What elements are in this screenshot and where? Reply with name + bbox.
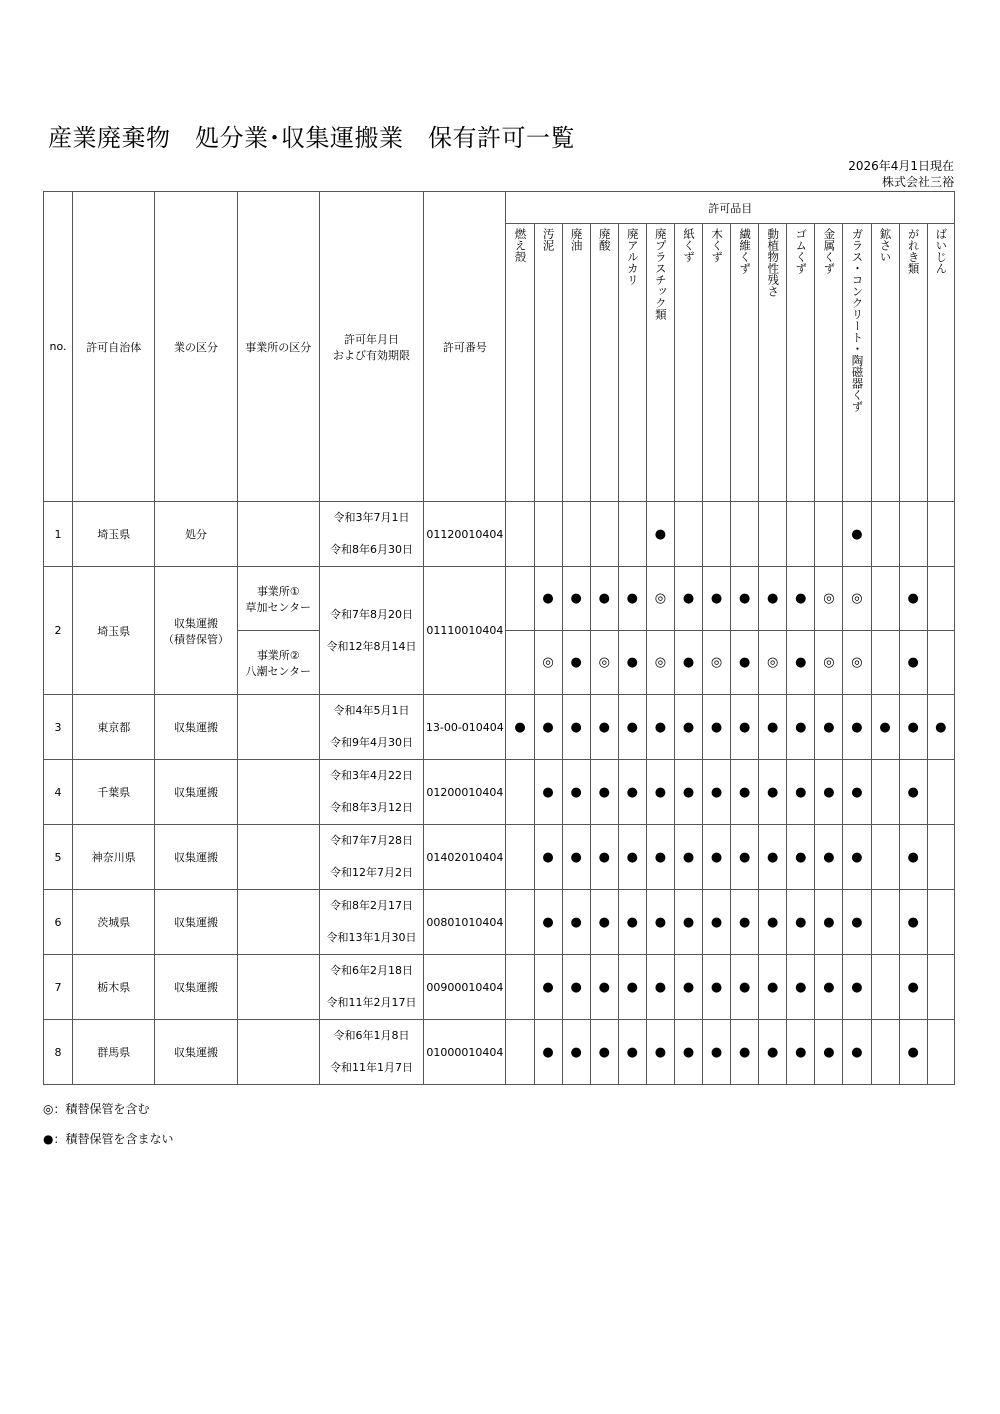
row-item-mark: ●: [534, 760, 562, 825]
row-item-mark: ◎: [843, 567, 871, 631]
row-item-mark: [871, 502, 899, 567]
row-business-line1: 収集運搬: [173, 721, 218, 734]
header-item-label: 金属くず: [822, 228, 837, 274]
row-authority: 埼玉県: [73, 567, 155, 695]
header-item: [871, 224, 899, 502]
permit-table: [43, 191, 955, 1085]
row-item-mark: ●: [618, 825, 646, 890]
row-item-mark: ●: [899, 760, 927, 825]
row-item-mark: ●: [703, 695, 731, 760]
row-item-mark: ●: [646, 955, 674, 1020]
row-item-mark: ●: [646, 760, 674, 825]
row-item-mark: [674, 502, 702, 567]
header-item: [506, 224, 534, 502]
row-item-mark: ●: [646, 890, 674, 955]
row-item-mark: ●: [534, 825, 562, 890]
row-item-mark: ●: [590, 760, 618, 825]
row-item-mark: ●: [534, 1020, 562, 1085]
row-item-mark: ●: [899, 567, 927, 631]
row-item-mark: ●: [899, 890, 927, 955]
row-item-mark: ●: [899, 631, 927, 695]
row-item-mark: ●: [618, 631, 646, 695]
row-business: [155, 890, 237, 955]
row-item-mark: ●: [703, 1020, 731, 1085]
row-business-line1: 処分: [184, 528, 207, 541]
row-item-mark: [506, 631, 534, 695]
row-item-mark: [506, 825, 534, 890]
header-row-group: [44, 192, 955, 224]
row-authority: 埼玉県: [73, 502, 155, 567]
row-item-mark: ●: [731, 567, 759, 631]
row-item-mark: ●: [731, 890, 759, 955]
header-item-label: 廃酸: [597, 228, 612, 251]
header-no: no.: [44, 192, 73, 502]
header-item-label: 木くず: [710, 228, 725, 263]
row-office: [237, 955, 319, 1020]
table-body: [44, 502, 955, 1085]
header-business: 業の区分: [155, 192, 237, 502]
row-item-mark: ●: [703, 760, 731, 825]
header-item: [843, 224, 871, 502]
row-dates: [319, 955, 423, 1020]
row-item-mark: ●: [534, 567, 562, 631]
row-item-mark: ●: [590, 695, 618, 760]
header-date-line2: および有効期限: [333, 348, 411, 362]
row-date-issued: 令和8年2月17日: [330, 899, 414, 912]
row-item-mark: ◎: [815, 631, 843, 695]
row-item-mark: ●: [731, 760, 759, 825]
row-item-mark: [759, 502, 787, 567]
row-date-issued: 令和3年7月1日: [333, 511, 410, 524]
row-item-mark: ●: [562, 955, 590, 1020]
row-item-mark: ●: [562, 760, 590, 825]
header-item: [674, 224, 702, 502]
row-permit-number: 00900010404: [424, 955, 506, 1020]
row-item-mark: ●: [674, 631, 702, 695]
row-business-line1: 収集運搬: [173, 616, 218, 630]
row-item-mark: ◎: [646, 631, 674, 695]
header-item-label: 紙くず: [681, 228, 696, 263]
row-item-mark: [703, 502, 731, 567]
row-item-mark: [927, 1020, 954, 1085]
row-no: 7: [44, 955, 73, 1020]
header-item-label: 動植物性残さ: [766, 228, 781, 297]
row-date-issued: 令和3年4月22日: [330, 769, 414, 782]
header-item-label: 燃え殻: [513, 228, 528, 263]
row-item-mark: ●: [618, 695, 646, 760]
row-item-mark: ●: [674, 567, 702, 631]
row-authority: 神奈川県: [73, 825, 155, 890]
row-dates: [319, 502, 423, 567]
row-no: 3: [44, 695, 73, 760]
row-item-mark: ●: [618, 1020, 646, 1085]
header-item-label: 廃油: [569, 228, 584, 251]
row-no: 1: [44, 502, 73, 567]
row-date-expiry: 令和11年2月17日: [326, 996, 417, 1009]
row-dates: [319, 695, 423, 760]
row-item-mark: ●: [731, 1020, 759, 1085]
row-item-mark: [731, 502, 759, 567]
row-dates: [319, 760, 423, 825]
row-item-mark: ●: [871, 695, 899, 760]
row-business-line2: （積替保管）: [162, 632, 229, 646]
row-item-mark: ◎: [703, 631, 731, 695]
row-item-mark: ●: [759, 1020, 787, 1085]
row-item-mark: ●: [646, 695, 674, 760]
header-number: 許可番号: [424, 192, 506, 502]
row-office-line2: 草加センター: [245, 600, 312, 614]
row-item-mark: ●: [674, 825, 702, 890]
row-dates: [319, 825, 423, 890]
row-item-mark: ●: [899, 1020, 927, 1085]
row-item-mark: ●: [731, 631, 759, 695]
row-office: [237, 502, 319, 567]
row-item-mark: [871, 890, 899, 955]
row-permit-number: 01000010404: [424, 1020, 506, 1085]
row-item-mark: ●: [899, 695, 927, 760]
header-item: [562, 224, 590, 502]
row-item-mark: ●: [562, 695, 590, 760]
row-item-mark: ●: [787, 760, 815, 825]
row-business: [155, 955, 237, 1020]
row-business: [155, 760, 237, 825]
row-office-line1: 事業所①: [256, 584, 300, 598]
row-office: [237, 1020, 319, 1085]
row-item-mark: ●: [562, 1020, 590, 1085]
header-items-group: 許可品目: [506, 192, 955, 224]
row-item-mark: ●: [815, 890, 843, 955]
row-item-mark: ●: [562, 631, 590, 695]
header-item-label: 汚泥: [541, 228, 556, 251]
row-dates: [319, 1020, 423, 1085]
row-item-mark: [927, 825, 954, 890]
row-item-mark: ●: [506, 695, 534, 760]
header-date-line1: 許可年月日: [344, 332, 400, 346]
row-item-mark: ●: [759, 825, 787, 890]
row-item-mark: ●: [787, 890, 815, 955]
header-item-label: 鉱さい: [878, 228, 893, 263]
header-item: [787, 224, 815, 502]
header-item: [534, 224, 562, 502]
table-row: [44, 567, 955, 631]
row-item-mark: ●: [618, 955, 646, 1020]
row-business-line1: 収集運搬: [173, 916, 218, 929]
table-row: [44, 955, 955, 1020]
row-permit-number: 01110010404: [424, 567, 506, 695]
header-item-label: ばいじん: [934, 228, 949, 274]
row-authority: 千葉県: [73, 760, 155, 825]
row-business: [155, 567, 237, 695]
row-item-mark: [871, 631, 899, 695]
row-permit-number: 01402010404: [424, 825, 506, 890]
row-item-mark: [871, 825, 899, 890]
row-item-mark: ●: [534, 955, 562, 1020]
row-item-mark: ●: [843, 502, 871, 567]
header-item: [731, 224, 759, 502]
row-item-mark: ●: [843, 955, 871, 1020]
row-item-mark: [927, 760, 954, 825]
row-office: [237, 567, 319, 631]
as-of-date: 2026年4月1日現在: [848, 159, 954, 173]
row-item-mark: [871, 567, 899, 631]
row-item-mark: ●: [590, 890, 618, 955]
header-item-label: がれき類: [906, 228, 921, 274]
row-item-mark: ●: [899, 825, 927, 890]
row-item-mark: [871, 955, 899, 1020]
header-item-label: ゴムくず: [794, 228, 809, 274]
row-dates: [319, 890, 423, 955]
row-item-mark: ●: [787, 631, 815, 695]
row-item-mark: [506, 502, 534, 567]
row-permit-number: 00801010404: [424, 890, 506, 955]
row-date-expiry: 令和12年8月14日: [326, 639, 417, 653]
row-item-mark: [927, 567, 954, 631]
row-item-mark: ●: [674, 1020, 702, 1085]
table-row: [44, 1020, 955, 1085]
row-item-mark: ●: [618, 890, 646, 955]
row-item-mark: ◎: [815, 567, 843, 631]
header-item-label: 廃プラスチック類: [653, 228, 668, 320]
row-item-mark: ●: [674, 890, 702, 955]
row-date-expiry: 令和8年3月12日: [330, 801, 414, 814]
row-item-mark: ●: [759, 695, 787, 760]
header-item-label: 廃アルカリ: [625, 228, 640, 286]
row-item-mark: ●: [646, 1020, 674, 1085]
row-item-mark: ●: [703, 955, 731, 1020]
row-item-mark: ●: [703, 567, 731, 631]
header-item: [927, 224, 954, 502]
row-item-mark: ◎: [843, 631, 871, 695]
row-item-mark: ●: [562, 890, 590, 955]
row-business: [155, 825, 237, 890]
header-item: [646, 224, 674, 502]
table-row: [44, 502, 955, 567]
header-item: [899, 224, 927, 502]
row-authority: 栃木県: [73, 955, 155, 1020]
row-office: [237, 760, 319, 825]
row-item-mark: [534, 502, 562, 567]
row-no: 2: [44, 567, 73, 695]
legend-double-circle: ◎：積替保管を含む: [43, 1102, 150, 1116]
row-item-mark: [871, 760, 899, 825]
table-row: [44, 695, 955, 760]
row-item-mark: ●: [703, 890, 731, 955]
row-item-mark: ●: [843, 695, 871, 760]
row-item-mark: [927, 502, 954, 567]
row-item-mark: [927, 955, 954, 1020]
row-item-mark: [506, 760, 534, 825]
row-item-mark: ●: [731, 955, 759, 1020]
row-item-mark: ●: [562, 825, 590, 890]
row-office: [237, 631, 319, 695]
row-item-mark: ●: [815, 1020, 843, 1085]
row-item-mark: ●: [815, 695, 843, 760]
row-item-mark: ◎: [646, 567, 674, 631]
row-dates: [319, 567, 423, 695]
row-item-mark: ●: [843, 825, 871, 890]
page-title: 産業廃棄物 処分業･収集運搬業 保有許可一覧: [48, 124, 575, 152]
row-item-mark: ●: [815, 955, 843, 1020]
row-permit-number: 01120010404: [424, 502, 506, 567]
row-item-mark: ●: [815, 825, 843, 890]
row-date-issued: 令和6年2月18日: [330, 964, 414, 977]
header-dates: [319, 192, 423, 502]
legend-filled-circle: ●：積替保管を含まない: [43, 1132, 174, 1146]
row-item-mark: ●: [534, 695, 562, 760]
row-item-mark: ●: [590, 825, 618, 890]
row-item-mark: ◎: [534, 631, 562, 695]
row-business: [155, 502, 237, 567]
row-business: [155, 695, 237, 760]
row-business-line1: 収集運搬: [173, 851, 218, 864]
row-no: 5: [44, 825, 73, 890]
row-item-mark: ●: [759, 567, 787, 631]
row-no: 6: [44, 890, 73, 955]
header-item: [703, 224, 731, 502]
document-meta: [848, 158, 954, 190]
row-date-expiry: 令和11年1月7日: [330, 1061, 414, 1074]
row-item-mark: ●: [590, 955, 618, 1020]
row-item-mark: ◎: [590, 631, 618, 695]
row-item-mark: ●: [787, 825, 815, 890]
row-item-mark: [899, 502, 927, 567]
row-item-mark: ●: [562, 567, 590, 631]
row-office-line2: 八潮センター: [245, 664, 312, 678]
row-item-mark: ●: [787, 695, 815, 760]
row-date-expiry: 令和12年7月2日: [330, 866, 414, 879]
header-office: 事業所の区分: [237, 192, 319, 502]
row-office-line1: 事業所②: [256, 648, 300, 662]
row-item-mark: ●: [674, 760, 702, 825]
row-item-mark: ●: [731, 825, 759, 890]
row-item-mark: ●: [815, 760, 843, 825]
row-item-mark: ●: [927, 695, 954, 760]
row-item-mark: ●: [759, 890, 787, 955]
row-item-mark: [590, 502, 618, 567]
row-item-mark: ●: [646, 825, 674, 890]
row-item-mark: [506, 1020, 534, 1085]
row-item-mark: [787, 502, 815, 567]
row-item-mark: [815, 502, 843, 567]
row-item-mark: ●: [787, 1020, 815, 1085]
row-item-mark: ●: [674, 955, 702, 1020]
row-no: 4: [44, 760, 73, 825]
header-item: [815, 224, 843, 502]
row-business-line1: 収集運搬: [173, 981, 218, 994]
header-item: [759, 224, 787, 502]
row-date-expiry: 令和9年4月30日: [330, 736, 414, 749]
row-item-mark: ●: [759, 955, 787, 1020]
row-item-mark: ●: [646, 502, 674, 567]
row-item-mark: ●: [534, 890, 562, 955]
row-item-mark: [506, 955, 534, 1020]
row-item-mark: [618, 502, 646, 567]
row-authority: 群馬県: [73, 1020, 155, 1085]
row-item-mark: ●: [618, 760, 646, 825]
row-no: 8: [44, 1020, 73, 1085]
row-item-mark: ◎: [759, 631, 787, 695]
row-item-mark: ●: [731, 695, 759, 760]
row-authority: 茨城県: [73, 890, 155, 955]
row-item-mark: [562, 502, 590, 567]
row-item-mark: ●: [843, 1020, 871, 1085]
row-item-mark: ●: [759, 760, 787, 825]
row-date-issued: 令和4年5月1日: [333, 704, 410, 717]
row-item-mark: ●: [590, 567, 618, 631]
row-item-mark: ●: [787, 567, 815, 631]
company-name: 株式会社三裕: [881, 175, 954, 189]
row-business-line1: 収集運搬: [173, 786, 218, 799]
row-permit-number: 01200010404: [424, 760, 506, 825]
row-authority: 東京都: [73, 695, 155, 760]
row-item-mark: ●: [674, 695, 702, 760]
row-date-issued: 令和7年8月20日: [330, 607, 414, 621]
row-item-mark: ●: [703, 825, 731, 890]
row-business: [155, 1020, 237, 1085]
header-item: [590, 224, 618, 502]
header-item: [618, 224, 646, 502]
table-row: [44, 760, 955, 825]
row-office: [237, 695, 319, 760]
header-item-label: ガラス・コンクリート・陶磁器くず: [850, 228, 865, 412]
table-row: [44, 825, 955, 890]
row-item-mark: [871, 1020, 899, 1085]
row-date-issued: 令和7年7月28日: [330, 834, 414, 847]
row-item-mark: ●: [843, 890, 871, 955]
row-item-mark: ●: [787, 955, 815, 1020]
row-item-mark: [927, 890, 954, 955]
row-date-expiry: 令和8年6月30日: [330, 543, 414, 556]
row-office: [237, 890, 319, 955]
row-date-expiry: 令和13年1月30日: [326, 931, 417, 944]
row-item-mark: [506, 890, 534, 955]
header-item-label: 繊維くず: [738, 228, 753, 274]
row-item-mark: [506, 567, 534, 631]
row-permit-number: 13-00-010404: [424, 695, 506, 760]
row-business-line1: 収集運搬: [173, 1046, 218, 1059]
row-date-issued: 令和6年1月8日: [333, 1029, 410, 1042]
row-item-mark: ●: [590, 1020, 618, 1085]
row-item-mark: ●: [899, 955, 927, 1020]
header-authority: 許可自治体: [73, 192, 155, 502]
table-row: [44, 890, 955, 955]
row-item-mark: [927, 631, 954, 695]
row-item-mark: ●: [843, 760, 871, 825]
row-item-mark: ●: [618, 567, 646, 631]
row-office: [237, 825, 319, 890]
